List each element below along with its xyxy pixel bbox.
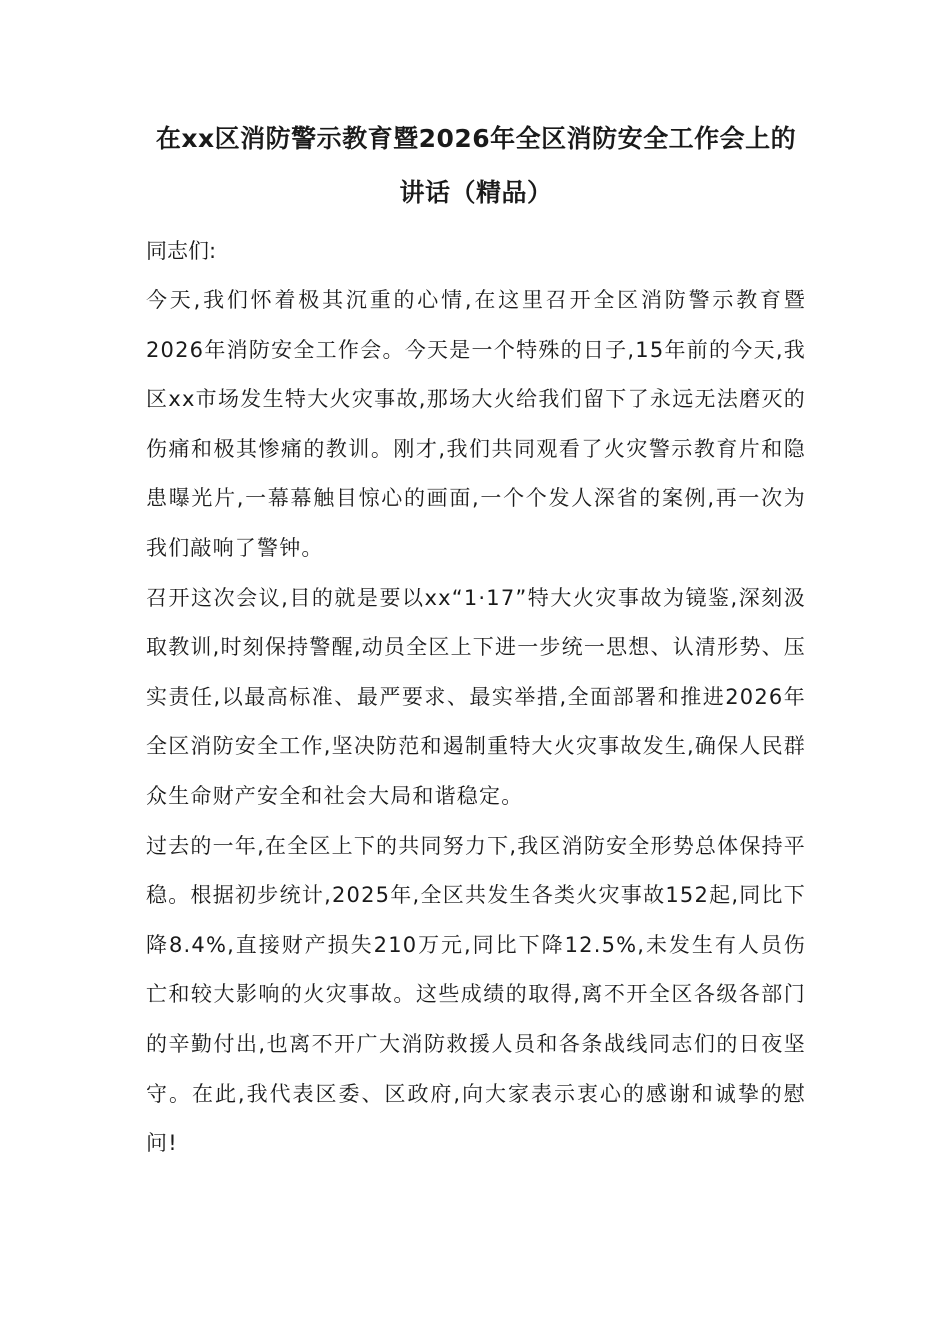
paragraph-opening: 今天,我们怀着极其沉重的心情,在这里召开全区消防警示教育暨2026年消防安全工作会。今天是一个特殊的日子,15年前的今天,我区xx市场发生特大火灾事故,那场大火给我们留下了永远无法磨灭的伤痛和极其惨痛的教训。刚才,我们共同观看了火灾警示教育片和隐患曝光片,一幕幕触目惊心的画面,一个个发人深省的案例,再一次为我们敲响了警钟。	[146, 288, 806, 560]
document-title: 在xx区消防警示教育暨2026年全区消防安全工作会上的讲话（精品）	[155, 124, 797, 207]
salutation: 同志们:	[146, 239, 217, 263]
paragraph-review: 过去的一年,在全区上下的共同努力下,我区消防安全形势总体保持平稳。根据初步统计,2025年,全区共发生各类火灾事故152起,同比下降8.4%,直接财产损失210万元,同比下降12.5%,未发生有人员伤亡和较大影响的火灾事故。这些成绩的取得,离不开全区各级各部门的辛勤付出,也离不开广大消防救援人员和各条战线同志们的日夜坚守。在此,我代表区委、区政府,向大家表示衷心的感谢和诚挚的慰问!	[146, 833, 806, 1156]
paragraph-purpose: 召开这次会议,目的就是要以xx“1·17”特大火灾事故为镜鉴,深刻汲取教训,时刻保持警醒,动员全区上下进一步统一思想、认清形势、压实责任,以最高标准、最严要求、最实举措,全面部署和推进2026年全区消防安全工作,坚决防范和遏制重特大火灾事故发生,确保人民群众生命财产安全和社会大局和谐稳定。	[146, 585, 806, 808]
document-body	[146, 112, 806, 1169]
